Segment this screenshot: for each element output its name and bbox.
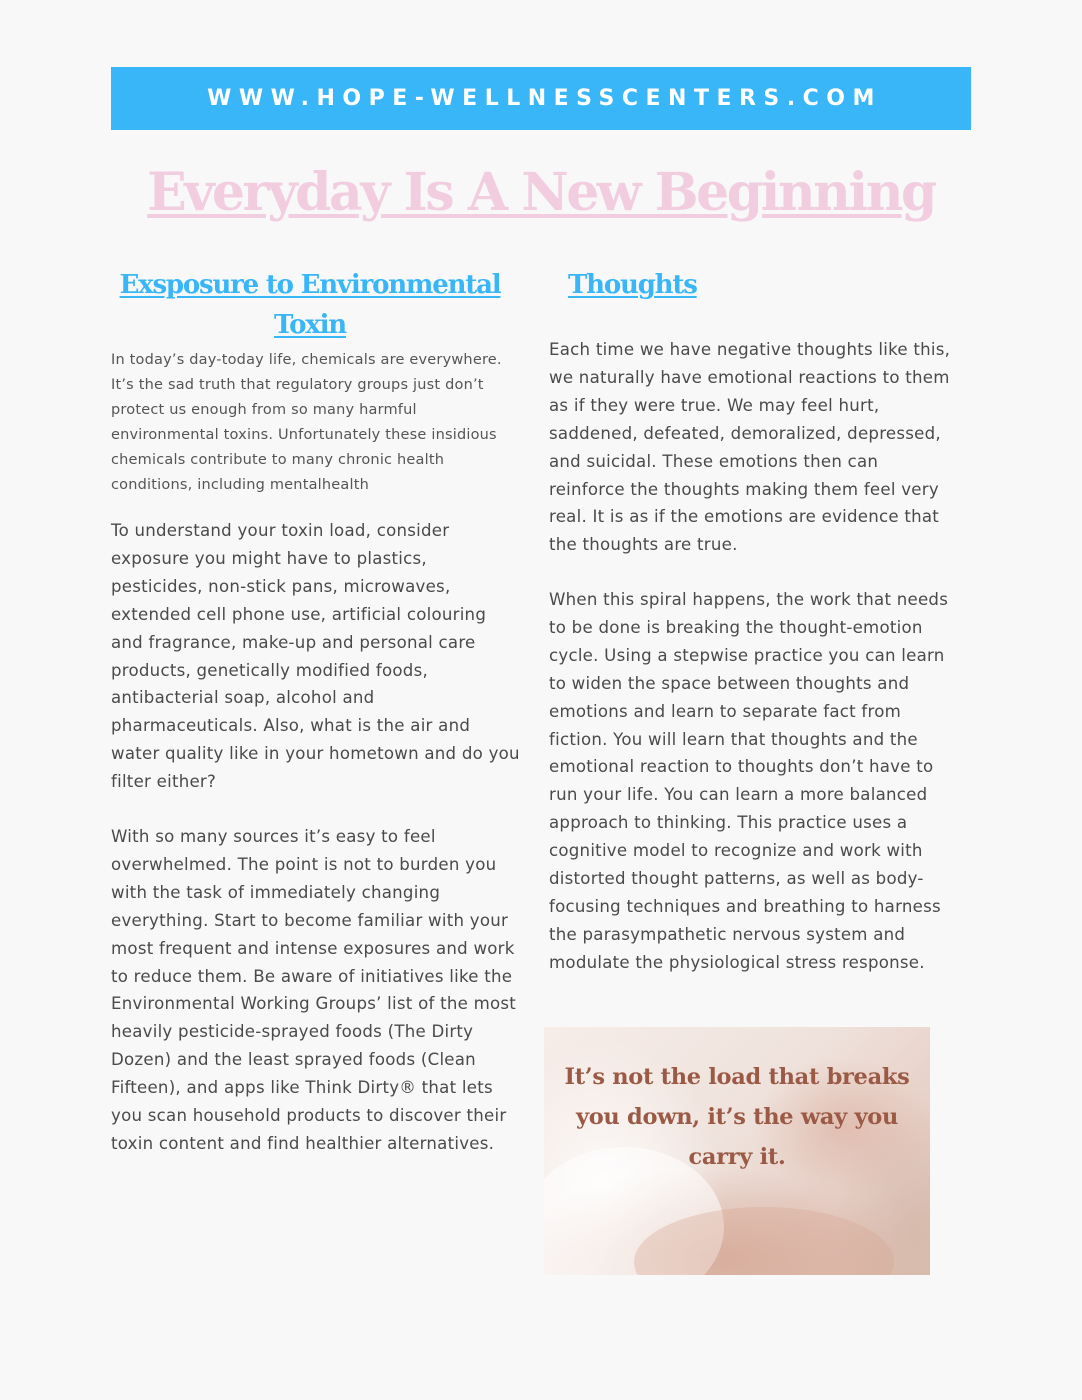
website-banner	[111, 67, 971, 130]
toxin-load-paragraph: To understand your toxin load, consider exposure you might have to plastics, pesticides, non-stick pans, microwaves, extended cell phone use, artificial colouring and fragrance, make-up and personal care products, genetically modified foods, antibacterial soap, alcohol and pharmaceuticals. Also, what is the air and water quality like in your hometown and do you filter either?	[111, 521, 520, 792]
negative-thoughts-paragraph: Each time we have negative thoughts like this, we naturally have emotional reactions to them as if they were true. We may feel hurt, saddened, defeated, demoralized, depressed, and suicidal. These emotions then can reinforce the thoughts making them feel very real. It is as if the emotions are evidence that the thoughts are true.	[549, 340, 951, 555]
website-url: WWW.HOPE-WELLNESSCENTERS.COM	[207, 86, 882, 111]
page-title: Everyday Is A New Beginning	[147, 162, 935, 223]
environmental-toxin-intro: In today’s day-today life, chemicals are everywhere. It’s the sad truth that regulatory groups just don’t protect us enough from so many harmful environmental toxins. Unfortunately these insidious chemicals contribute to many chronic health conditions, including mentalhealth	[111, 352, 502, 493]
thought-emotion-cycle-paragraph: When this spiral happens, the work that needs to be done is breaking the thought-emotion cycle. Using a stepwise practice you can learn to widen the space between thoughts and emotions and learn to separate fact from fiction. You will learn that thoughts and the emotional reaction to thoughts don’t have to run your life. You can learn a more balanced approach to thinking. This practice uses a cognitive model to recognize and work with distorted thought patterns, as well as body-focusing techniques and breathing to harness the parasympathetic nervous system and modulate the physiological stress response.	[549, 590, 949, 972]
environmental-toxin-heading: Exsposure to Environmental Toxin	[119, 270, 501, 340]
quote-text: It’s not the load that breaks you down, it’s the way you carry it.	[564, 1064, 910, 1170]
thoughts-heading: Thoughts	[568, 270, 697, 300]
toxin-sources-paragraph: With so many sources it’s easy to feel overwhelmed. The point is not to burden you with the task of immediately changing everything. Start to become familiar with your most frequent and intense exposures and work to reduce them. Be aware of initiatives like the Environmental Working Groups’ list of the most heavily pesticide-sprayed foods (The Dirty Dozen) and the least sprayed foods (Clean Fifteen), and apps like Think Dirty® that lets you scan household products to discover their toxin content and find healthier alternatives.	[111, 827, 517, 1153]
meditation-quote-image	[544, 1027, 930, 1275]
